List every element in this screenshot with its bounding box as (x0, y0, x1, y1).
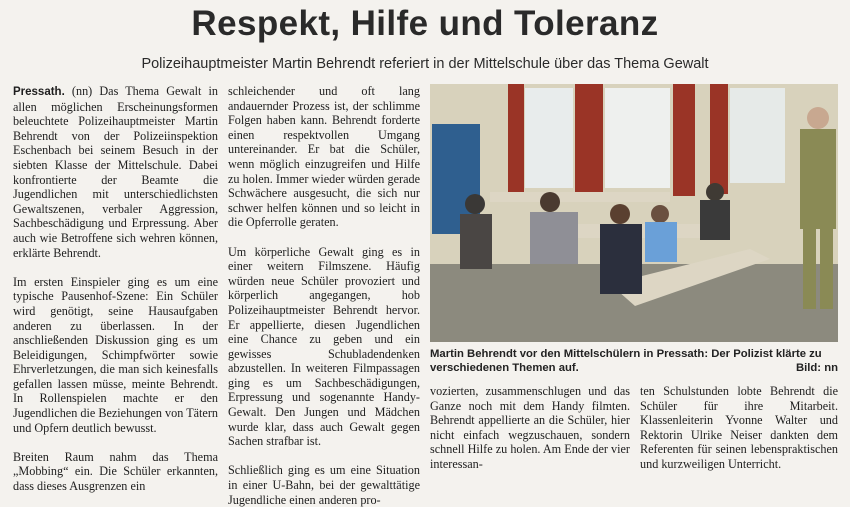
photo-caption: Martin Behrendt vor den Mittelschülern in Pressath: Der Polizist klärte zu verschiedenen Themen auf. (430, 348, 822, 374)
photo-officer-body (800, 129, 836, 229)
text-column-4 (640, 384, 838, 472)
article-headline: Respekt, Hilfe und Toleranz (191, 4, 659, 43)
photo-officer-head (807, 107, 829, 129)
paragraph-3: Breiten Raum nahm das Thema „Mobbing“ ein. Die Schüler erkannten, dass dieses Ausgrenzen ein (13, 449, 218, 494)
classroom-photo (430, 84, 838, 342)
photo-credit: Bild: nn (795, 362, 838, 374)
photo-window-3 (730, 88, 785, 183)
photo-student-4 (651, 205, 669, 223)
text-column-1 (13, 84, 218, 494)
text-column-3 (430, 384, 630, 472)
photo-curtain-3 (673, 84, 695, 196)
paragraph-4: schleichender und oft lang andauernder Prozess ist, der schlimme Folgen haben kann. Behrendt forderte einen respektvollen Umgang untereinander. Er bat die Schüler, wenn möglich einzugreifen und Hilfe zu holen. Immer wieder würden gerade Schwächere ausgesucht, die sich nur schwer helfen können und so leicht in die Opferrolle geraten. (228, 84, 420, 230)
paragraph-1-text: (nn) Das Thema Gewalt in allen möglichen Erscheinungsformen beleuchtete Polizeihauptmeister Martin Behrendt von der Polizeiinspektion Eschenbach bei seinem Besuch in der siebten Klasse der Mittelschule. Dabei konfrontierte der Beamte die Jugendlichen mit unterschiedlichsten Gewaltszenen, verbaler Aggression, Sachbeschädigung und Erpressung. Aber auch wie Betroffene sich wehren können, erklärte Behrendt. (13, 84, 218, 260)
paragraph-1 (13, 84, 218, 260)
photo-student-5 (706, 183, 724, 201)
photo-window-2 (605, 88, 670, 188)
photo-curtain-4 (710, 84, 728, 194)
article-subheadline: Polizeihauptmeister Martin Behrendt referiert in der Mittelschule über das Thema Gewalt (141, 56, 709, 72)
paragraph-5: Um körperliche Gewalt ging es in einer weitern Filmszene. Häufig würden neue Schüler provoziert und körperlich angegangen, hob Polizeihauptmeister Behrendt hervor. Er appellierte, diesen Jugendlichen eine Chance zu geben und ein gewisses Schubladendenken abzustellen. In weiteren Filmpassagen ging es um Sachbeschädigungen, Erpressung und sogenannte Handy-Gewalt. Den Jungen und Mädchen wurde klar, dass auch Gewalt gegen Sachen strafbar ist. (228, 244, 420, 449)
text-column-2 (228, 84, 420, 507)
photo-student-1 (465, 194, 485, 214)
photo-curtain-1 (508, 84, 524, 199)
paragraph-8: ten Schulstunden lobte Behrendt die Schüler für ihre Mitarbeit. Klassenleiterin Yvonne Walter und Rektorin Ulrike Neiser dankten dem Referenten für seinen lebenspraktischen und kurzweiligen Unterricht. (640, 384, 838, 471)
photo-student-2 (540, 192, 560, 212)
photo-curtain-2 (575, 84, 603, 202)
photo-caption-block (430, 347, 838, 375)
paragraph-6: Schließlich ging es um eine Situation in einer U-Bahn, bei der gewalttätige Jugendliche einen anderen pro- (228, 463, 420, 507)
paragraph-7: vozierten, zusammenschlugen und das Ganze noch mit dem Handy filmten. Behrendt appellierte an die Schüler, hier nicht einfach wegzuschauen, sondern schnell Hilfe zu holen. Am Ende der vier interessan- (430, 384, 630, 471)
dateline: Pressath. (13, 86, 65, 98)
paragraph-2: Im ersten Einspieler ging es um eine typische Pausenhof-Szene: Ein Schüler wird genötigt, seine Hausaufgaben anderen zu überlassen. In der anschließenden Diskussion ging es um Beleidigungen, Schimpfwörter sowie Ehrverletzungen, die man sich keinesfalls gefallen lassen müsse, meinte Behrendt. In Rollenspielen machte er den Jugendlichen die Beziehungen von Tätern und Opfern deutlich bewusst. (13, 274, 218, 435)
photo-student-3 (610, 204, 630, 224)
photo-window-1 (525, 88, 573, 188)
photo-desk-back (490, 192, 670, 202)
